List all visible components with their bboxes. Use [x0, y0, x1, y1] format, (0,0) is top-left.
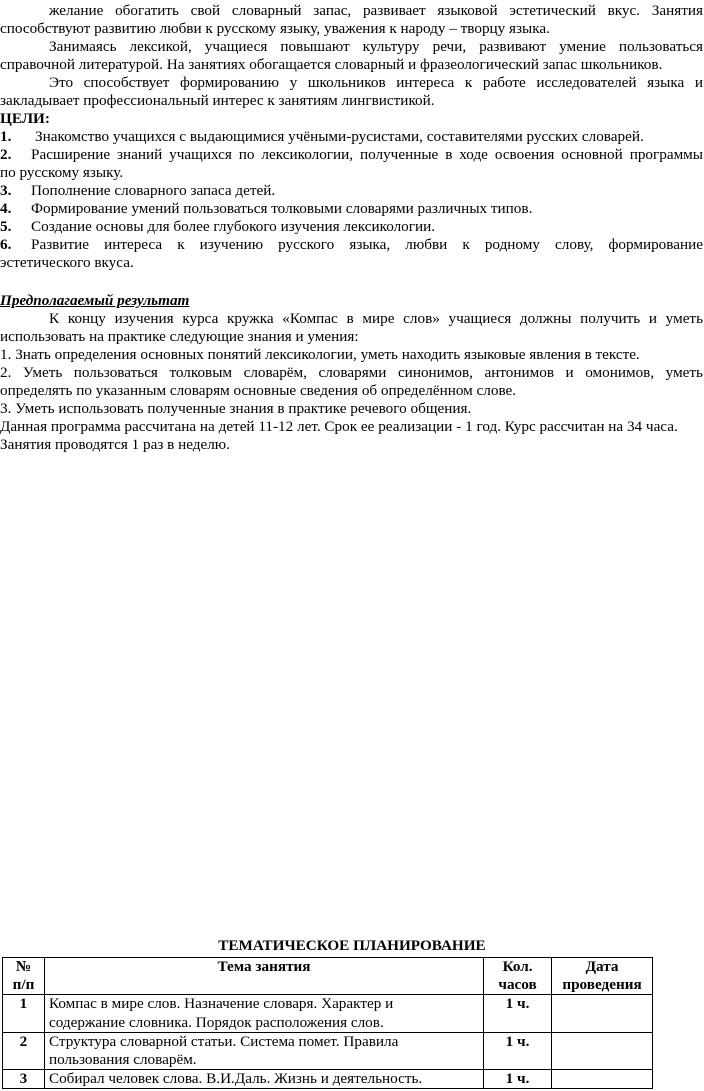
planning-title: ТЕМАТИЧЕСКОЕ ПЛАНИРОВАНИЕ — [218, 937, 486, 954]
row-hours: 1 ч. — [484, 995, 552, 1032]
result-item-1: 1. Знать определения основных понятий лексикологии, уметь находить языковые явления в тексте. — [0, 346, 640, 363]
row-number: 2 — [3, 1032, 45, 1069]
row-date — [552, 1070, 653, 1089]
goal-text: Формирование умений пользоваться толковыми словарями различных типов. — [31, 200, 533, 217]
row-date — [552, 1032, 653, 1069]
goal-text: Расширение знаний учащихся по лексикологии, полученные в ходе освоения основной программы — [31, 146, 703, 163]
goal-item-6-cont: эстетического вкуса. — [0, 254, 134, 271]
table-header-row — [3, 958, 653, 995]
row-topic: Структура словарной статьи. Система помет. Правила пользования словарём. — [44, 1032, 483, 1069]
header-date: Дата проведения — [552, 958, 653, 995]
result-intro-line-1: К концу изучения курса кружка «Компас в мире слов» учащиеся должны получить и уметь — [49, 310, 703, 327]
para2-line-2: справочной литературой. На занятиях обогащается словарный и фразеологический запас школьников. — [0, 56, 663, 73]
program-line-2: Занятия проводятся 1 раз в неделю. — [0, 436, 230, 453]
row-date — [552, 995, 653, 1032]
goal-number: 1. — [0, 128, 12, 145]
goal-item-2 — [0, 146, 703, 164]
result-item-2-line-2: определять по указанным словарям основные сведения об определённом слове. — [0, 382, 517, 399]
result-heading: Предполагаемый результат — [0, 292, 190, 309]
para3-line-2: закладывает профессиональный интерес к занятиям лингвистикой. — [0, 92, 435, 109]
row-hours: 1 ч. — [484, 1032, 552, 1069]
goal-item-6 — [0, 236, 703, 254]
result-item-2-line-1: 2. Уметь пользоваться толковым словарём, словарями синонимов, антонимов и омонимов, уметь — [0, 364, 703, 381]
para3-line-1: Это способствует формированию у школьников интереса к работе исследователей языка и — [49, 74, 703, 91]
intro-line-2: способствуют развитию любви к русскому языку, уважения к народу – творцу языка. — [0, 20, 550, 37]
table-row — [3, 1032, 653, 1069]
goal-number: 4. — [0, 200, 12, 217]
goal-item-5 — [0, 218, 435, 236]
row-number: 1 — [3, 995, 45, 1032]
planning-table — [2, 957, 653, 1089]
goal-number: 3. — [0, 182, 12, 199]
goal-number: 5. — [0, 218, 12, 235]
goal-number: 2. — [0, 146, 12, 163]
table-row — [3, 1070, 653, 1089]
row-hours: 1 ч. — [484, 1070, 552, 1089]
row-topic: Собирал человек слова. В.И.Даль. Жизнь и деятельность. — [44, 1070, 483, 1089]
header-number: № п/п — [3, 958, 45, 995]
intro-line-1: желание обогатить свой словарный запас, развивает языковой эстетический вкус. Занятия — [49, 2, 703, 19]
goal-item-1 — [0, 128, 644, 146]
result-intro-line-2: использовать на практике следующие знания и умения: — [0, 328, 359, 345]
para2-line-1: Занимаясь лексикой, учащиеся повышают культуру речи, развивают умение пользоваться — [49, 38, 703, 55]
goals-heading: ЦЕЛИ: — [0, 110, 50, 127]
row-number: 3 — [3, 1070, 45, 1089]
goal-number: 6. — [0, 236, 12, 253]
goal-item-2-cont: по русскому языку. — [0, 164, 124, 181]
program-line-1: Данная программа рассчитана на детей 11-12 лет. Срок ее реализации - 1 год. Курс рассчитан на 34 часа. — [0, 418, 678, 435]
header-topic: Тема занятия — [44, 958, 483, 995]
goal-item-3 — [0, 182, 275, 200]
goal-text: Знакомство учащихся с выдающимися учёными-русистами, составителями русских словарей. — [35, 128, 644, 145]
goal-text: Создание основы для более глубокого изучения лексикологии. — [31, 218, 436, 235]
row-topic: Компас в мире слов. Назначение словаря. Характер и содержание словника. Порядок расположения слов. — [44, 995, 483, 1032]
header-hours: Кол. часов — [484, 958, 552, 995]
result-item-3: 3. Уметь использовать полученные знания в практике речевого общения. — [0, 400, 472, 417]
table-row — [3, 995, 653, 1032]
goal-item-4 — [0, 200, 532, 218]
goal-text: Пополнение словарного запаса детей. — [31, 182, 276, 199]
goal-text: Развитие интереса к изучению русского языка, любви к родному слову, формирование — [31, 236, 703, 253]
